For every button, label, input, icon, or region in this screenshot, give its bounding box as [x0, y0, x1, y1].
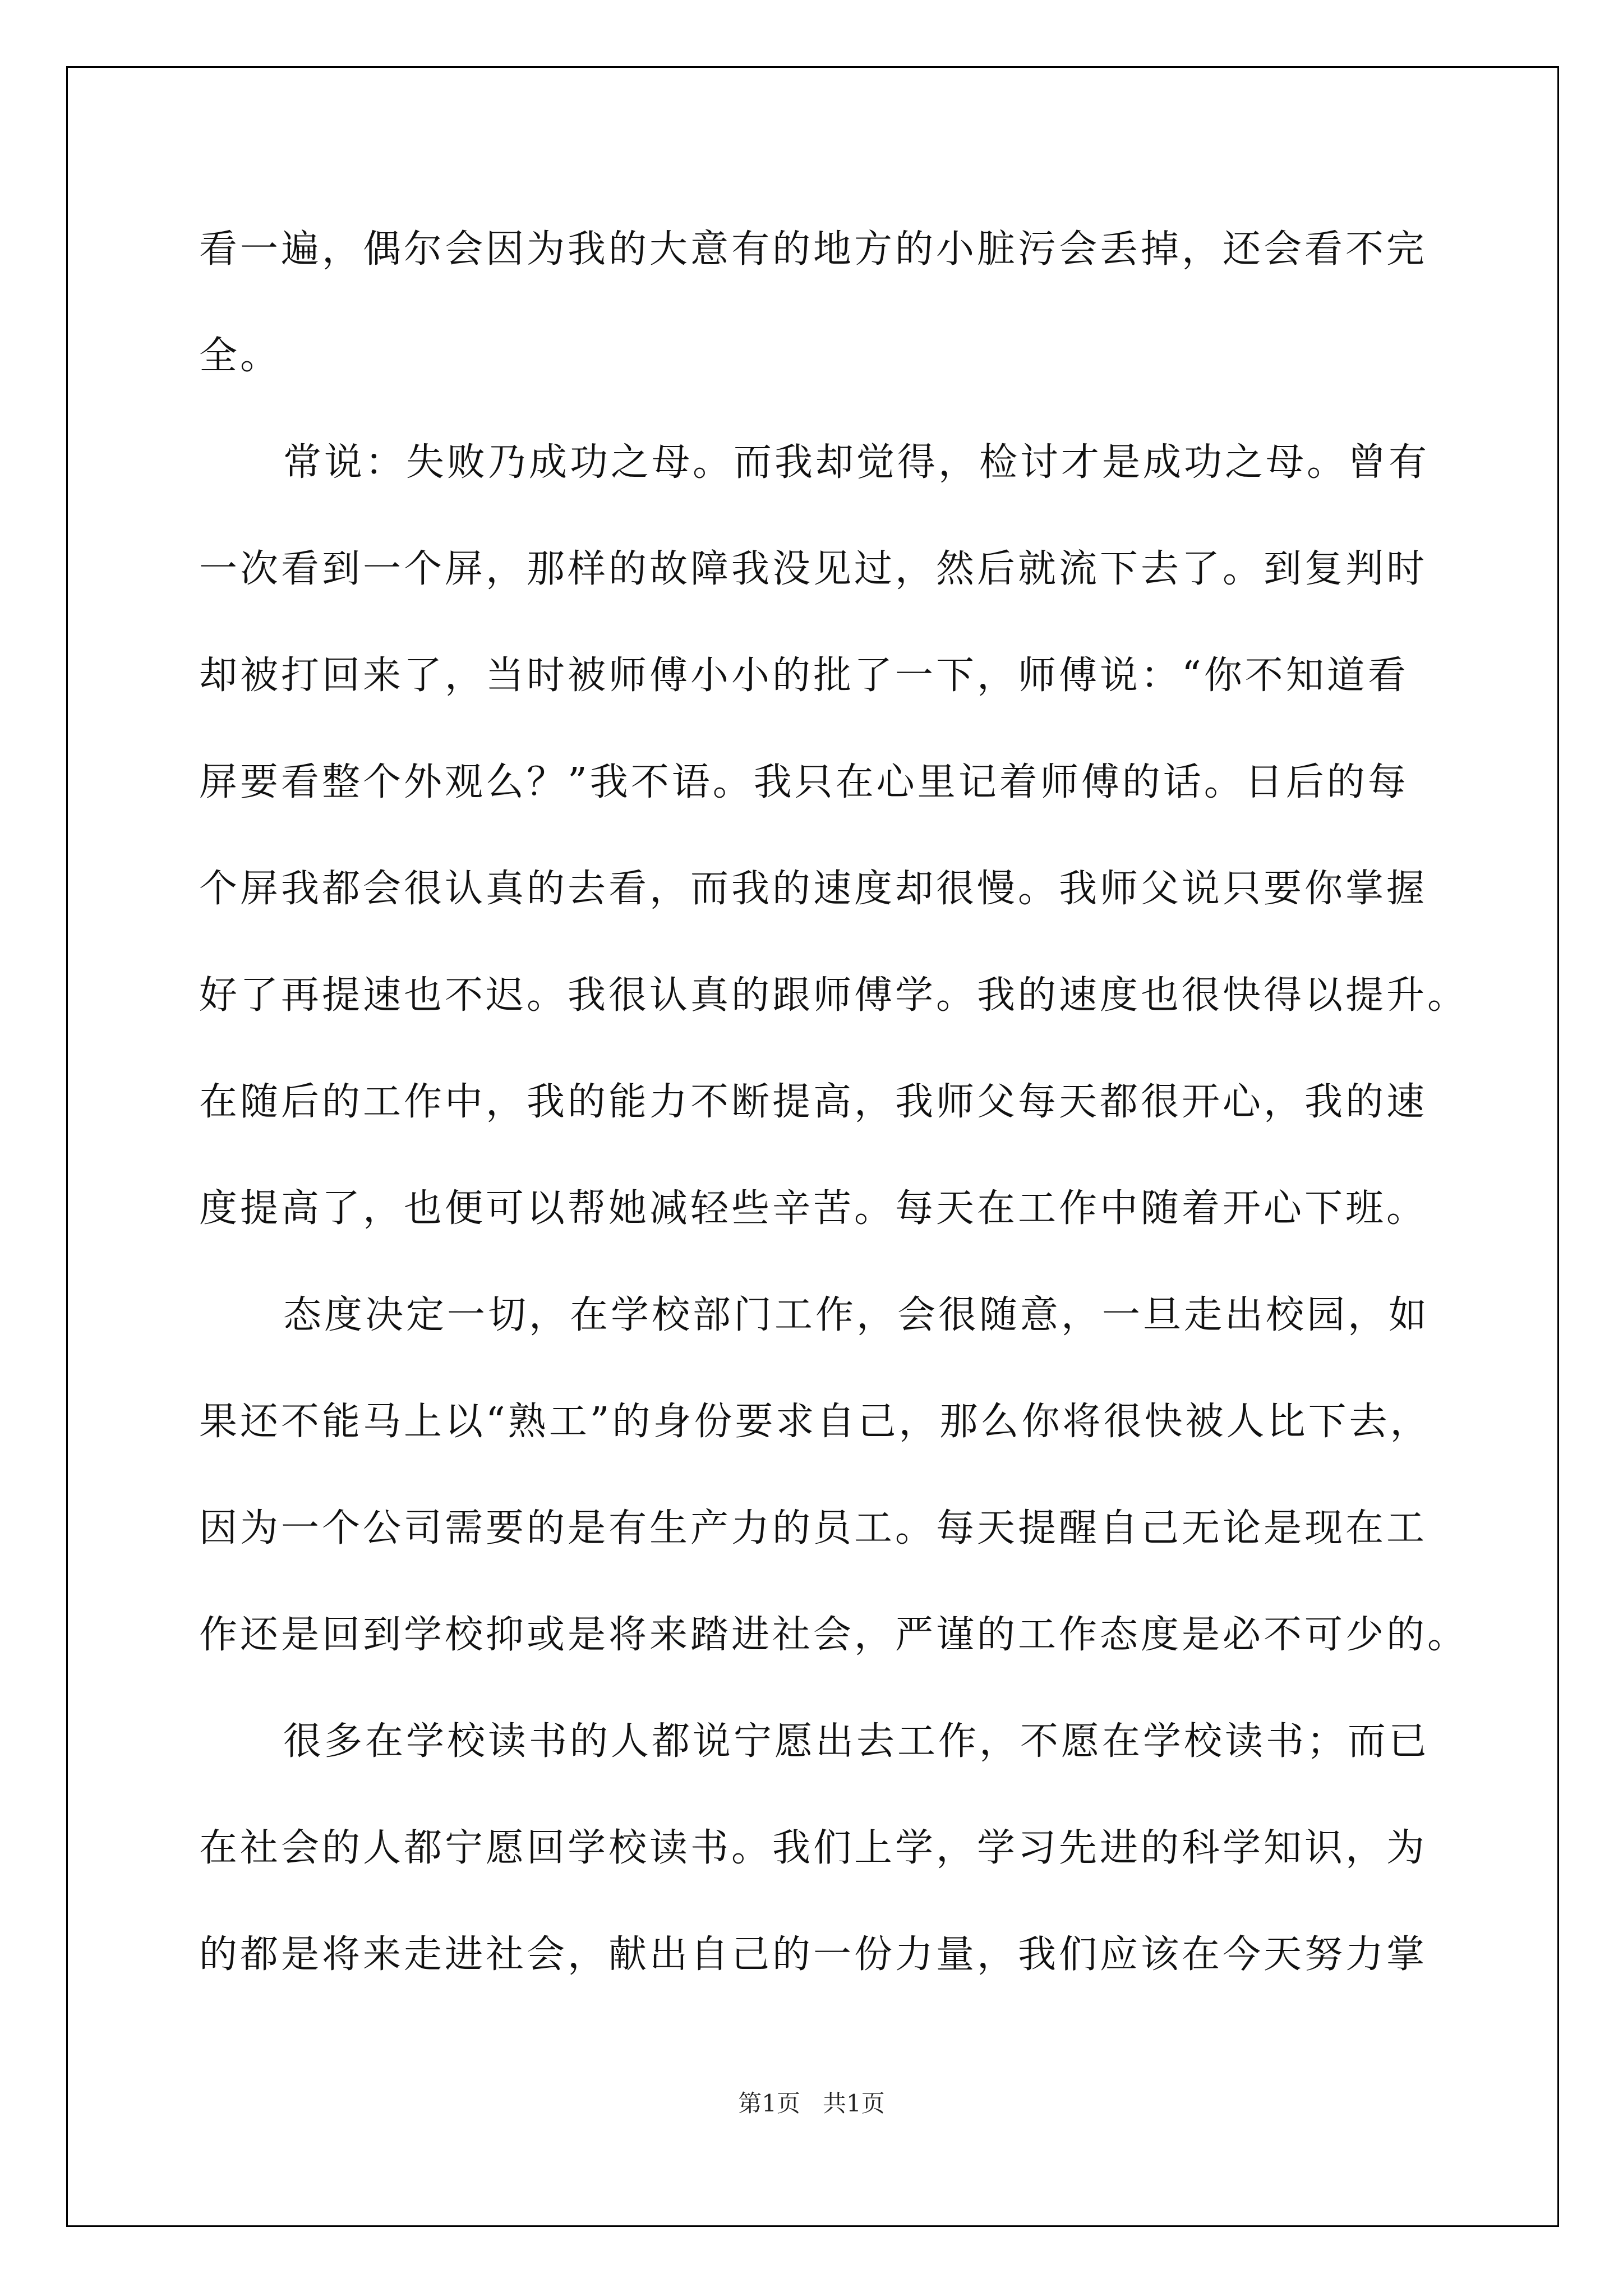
- text-line: 一次看到一个屏，那样的故障我没见过，然后就流下去了。到复判时: [199, 547, 1428, 591]
- text-line: 屏要看整个外观么？”我不语。我只在心里记着师傅的话。日后的每: [199, 760, 1409, 804]
- text-line: 果还不能马上以“熟工”的身份要求自己，那么你将很快被人比下去，: [199, 1400, 1431, 1444]
- text-line: 的都是将来走进社会，献出自己的一份力量，我们应该在今天努力掌: [199, 1932, 1428, 1977]
- text-line: 因为一个公司需要的是有生产力的员工。每天提醒自己无论是现在工: [199, 1506, 1428, 1550]
- paragraph-first-line: 常说：失败乃成功之母。而我却觉得，检讨才是成功之母。曾有: [283, 440, 1430, 485]
- text-line: 好了再提速也不迟。我很认真的跟师傅学。我的速度也很快得以提升。: [199, 973, 1469, 1018]
- text-line: 却被打回来了，当时被师傅小小的批了一下，师傅说：“你不知道看: [199, 654, 1409, 698]
- text-line: 作还是回到学校抑或是将来踏进社会，严谨的工作态度是必不可少的。: [199, 1613, 1469, 1657]
- paragraph-first-line: 态度决定一切，在学校部门工作，会很随意，一旦走出校园，如: [283, 1293, 1430, 1337]
- text-line: 全。: [199, 334, 282, 378]
- page-number: 第1页 共1页: [738, 2090, 885, 2117]
- text-line: 在随后的工作中，我的能力不断提高，我师父每天都很开心，我的速: [199, 1080, 1428, 1124]
- page-border: [66, 66, 1559, 2227]
- text-line: 个屏我都会很认真的去看，而我的速度却很慢。我师父说只要你掌握: [199, 867, 1428, 911]
- text-line: 度提高了，也便可以帮她减轻些辛苦。每天在工作中随着开心下班。: [199, 1186, 1428, 1231]
- text-line: 看一遍，偶尔会因为我的大意有的地方的小脏污会丢掉，还会看不完: [199, 227, 1428, 272]
- text-line: 在社会的人都宁愿回学校读书。我们上学，学习先进的科学知识，为: [199, 1826, 1428, 1870]
- paragraph-first-line: 很多在学校读书的人都说宁愿出去工作，不愿在学校读书；而已: [283, 1719, 1430, 1764]
